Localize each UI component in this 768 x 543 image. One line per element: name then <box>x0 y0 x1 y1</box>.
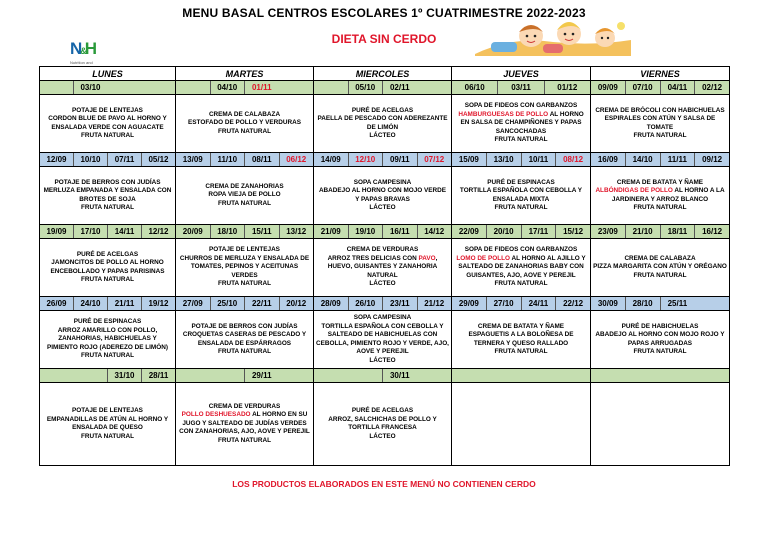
day-dates-cell <box>40 81 176 95</box>
meal-cell <box>40 167 176 225</box>
dish-text: TORTILLA ESPAÑOLA CON CEBOLLA Y ENSALADA MIXTA <box>459 187 583 203</box>
day-dates-cell <box>314 153 452 167</box>
dish-text: ROPA VIEJA DE POLLO <box>208 191 281 199</box>
date-label: 14/09 <box>320 155 341 164</box>
dish-text: LÁCTEO <box>369 356 396 364</box>
dish-line <box>178 128 311 137</box>
dish-line <box>316 204 449 213</box>
dish-text: LÁCTEO <box>369 280 396 288</box>
dish-line <box>178 183 311 192</box>
dish-line <box>454 331 588 348</box>
date-label: 17/11 <box>521 225 556 238</box>
dish-text: AL HORNO AL AJILLO Y SALTEADO DE ZANAHORIAS BABY CON GUISANTES, AJO, AOVE Y PEREJIL <box>458 254 586 279</box>
dish-line <box>454 187 588 204</box>
meal-cell <box>452 311 591 369</box>
dish-line <box>42 179 173 188</box>
dish-text: CREMA DE VERDURAS <box>208 402 281 410</box>
dish-highlight: HAMBURGUESAS DE POLLO <box>458 110 549 118</box>
date-label: 20/09 <box>182 227 203 236</box>
dish-text: TORTILLA ESPAÑOLA CON CEBOLLA Y SALTEADO DE HABICHUELAS CON CEBOLLA, PIMIENTO ROJO Y VERDE, AJO, AOVE Y PEREJIL <box>316 322 449 355</box>
dish-line <box>593 132 727 141</box>
dish-line <box>454 246 588 255</box>
dish-text: FRUTA NATURAL <box>633 271 687 279</box>
dish-line <box>178 111 311 120</box>
dish-text: SOPA CAMPESINA <box>353 314 412 321</box>
date-label: 14/12 <box>417 225 452 238</box>
dish-line <box>178 403 311 412</box>
date-label: 21/10 <box>625 225 660 238</box>
dish-line <box>316 323 449 357</box>
date-label: 10/10 <box>73 153 107 166</box>
date-label: 15/11 <box>244 225 279 238</box>
week-meals-row <box>40 95 730 153</box>
dish-line <box>178 331 311 348</box>
day-dates-cell <box>314 369 452 383</box>
date-label: 07/11 <box>107 153 141 166</box>
date-label: 28/11 <box>141 369 175 382</box>
date-label: 12/10 <box>348 153 383 166</box>
dish-line <box>178 255 311 281</box>
day-dates-cell <box>176 225 314 239</box>
date-label: 13/10 <box>486 153 521 166</box>
day-dates-cell <box>591 81 730 95</box>
dish-text: PURÉ DE HABICHUELAS <box>621 322 699 330</box>
date-label: 11/10 <box>210 153 245 166</box>
dish-text: LÁCTEO <box>369 132 396 139</box>
dish-text: PURÉ DE ACELGAS <box>351 106 414 114</box>
meal-cell <box>314 383 452 466</box>
date-label: 12/12 <box>141 225 175 238</box>
date-label: 17/10 <box>73 225 107 238</box>
date-label: 04/11 <box>660 81 695 94</box>
date-label: 31/10 <box>107 369 141 382</box>
dish-text: FRUTA NATURAL <box>80 432 135 440</box>
date-label: 16/12 <box>694 225 729 238</box>
diet-subtitle: DIETA SIN CERDO <box>331 32 437 46</box>
date-label: 09/09 <box>597 83 618 92</box>
date-label: 27/10 <box>486 297 521 310</box>
logo-letter-h: H <box>84 39 96 58</box>
meal-cell <box>591 311 730 369</box>
day-dates-cell <box>452 297 591 311</box>
date-label: 09/12 <box>694 153 729 166</box>
dish-text: AL HORNO EN SALSA DE CHAMPIÑONES Y PAPAS SANCOCHADAS <box>460 110 584 135</box>
dish-line <box>316 179 449 188</box>
meal-cell <box>314 95 452 153</box>
dish-text: CHURROS DE MERLUZA Y ENSALADA DE TOMATES, PEPINOS Y ACEITUNAS VERDES <box>179 254 310 279</box>
date-label: 29/09 <box>458 299 479 308</box>
weekday-header: MARTES <box>176 67 314 81</box>
dish-line <box>178 437 311 446</box>
nh-logo <box>70 40 100 64</box>
date-label: 06/12 <box>279 153 314 166</box>
meal-cell <box>452 239 591 297</box>
dish-highlight: PAVO <box>418 254 436 262</box>
meal-cell <box>176 383 314 466</box>
dish-line <box>178 200 311 209</box>
dish-text: ESTOFADO DE POLLO Y VERDURAS <box>188 119 301 127</box>
dish-text: POTAJE DE BERROS CON JUDÍAS <box>191 322 298 330</box>
dish-line <box>454 102 588 111</box>
date-label: 28/09 <box>320 299 341 308</box>
dish-text: ABADEJO AL HORNO CON MOJO VERDE Y PAPAS BRAVAS <box>318 187 447 203</box>
meal-cell <box>591 167 730 225</box>
date-label: 05/10 <box>348 81 383 94</box>
meal-cell <box>314 239 452 297</box>
dish-text: POTAJE DE LENTEJAS <box>72 106 143 114</box>
week-meals-row <box>40 383 730 466</box>
meal-cell <box>452 383 591 466</box>
day-dates-cell <box>452 81 591 95</box>
meal-cell <box>176 167 314 225</box>
dish-text: ESPIRALES CON ATÚN Y SALSA DE TOMATE <box>604 115 716 131</box>
dish-text: FRUTA NATURAL <box>80 276 135 283</box>
date-label: 14/11 <box>107 225 141 238</box>
dish-text: ARROZ TRES DELICIAS CON <box>327 254 419 262</box>
dish-line <box>42 318 173 327</box>
dish-line <box>42 433 173 442</box>
date-label: 13/09 <box>182 155 203 164</box>
dish-line <box>178 191 311 200</box>
date-label: 19/10 <box>348 225 383 238</box>
dish-text: CREMA DE BRÓCOLI CON HABICHUELAS <box>595 106 725 114</box>
dish-line <box>178 323 311 332</box>
dish-line <box>316 132 449 141</box>
dish-text: PURÉ DE ACELGAS <box>351 407 414 414</box>
dish-text: POTAJE DE LENTEJAS <box>72 407 143 414</box>
meal-cell <box>40 311 176 369</box>
dish-text: CREMA DE VERDURAS <box>346 246 419 254</box>
dish-text: POTAJE DE BERROS CON JUDÍAS <box>54 178 161 186</box>
weekday-header: LUNES <box>40 67 176 81</box>
dish-text: CREMA DE CALABAZA <box>624 254 696 262</box>
dish-line <box>454 204 588 213</box>
meal-cell <box>452 167 591 225</box>
date-label: 26/10 <box>348 297 383 310</box>
date-label: 21/11 <box>107 297 141 310</box>
dish-line <box>454 136 588 145</box>
dish-line <box>316 407 449 416</box>
day-dates-cell <box>591 153 730 167</box>
dish-line <box>178 348 311 357</box>
week-dates-row <box>40 225 730 239</box>
date-label: 18/10 <box>210 225 245 238</box>
dish-text: ABADEJO AL HORNO CON MOJO ROJO Y PAPAS ARRUGADAS <box>595 331 725 347</box>
date-label: 01/12 <box>544 81 590 94</box>
day-dates-cell <box>40 297 176 311</box>
dish-line <box>593 348 727 357</box>
date-label: 01/11 <box>244 81 279 94</box>
dish-line <box>316 416 449 433</box>
day-dates-cell <box>40 225 176 239</box>
dish-line <box>42 251 173 260</box>
dish-line <box>316 246 449 255</box>
dish-line <box>42 107 173 116</box>
dish-text: MERLUZA EMPANADA Y ENSALADA CON BROTES DE SOJA <box>43 187 172 203</box>
day-dates-cell <box>176 297 314 311</box>
dish-line <box>42 132 173 141</box>
date-label: 14/10 <box>625 153 660 166</box>
dish-text: FRUTA NATURAL <box>217 280 272 288</box>
dish-text: , HUEVO, GUISANTES Y ZANAHORIA NATURAL <box>327 254 438 279</box>
weekday-header: JUEVES <box>452 67 591 81</box>
dish-text: POTAJE DE LENTEJAS <box>209 246 280 254</box>
dish-line <box>593 263 727 272</box>
dish-line <box>42 204 173 213</box>
date-label: 23/09 <box>597 227 618 236</box>
day-dates-cell <box>40 369 176 383</box>
date-label: 16/11 <box>382 225 417 238</box>
dish-line <box>178 246 311 255</box>
date-label: 28/10 <box>625 297 660 310</box>
dish-line <box>593 255 727 264</box>
meal-cell <box>176 239 314 297</box>
dish-line <box>454 111 588 137</box>
dish-line <box>42 416 173 433</box>
menu-table <box>39 66 730 466</box>
dish-text: CORDON BLUE DE PAVO AL HORNO Y ENSALADA VERDE CON AGUACATE <box>48 115 167 131</box>
meal-cell <box>591 239 730 297</box>
date-label: 21/12 <box>417 297 452 310</box>
dish-text: CREMA DE CALABAZA <box>208 110 281 118</box>
date-label: 03/11 <box>497 81 543 94</box>
dish-highlight: POLLO DESHUESADO <box>181 411 251 419</box>
dish-line <box>593 331 727 348</box>
date-label: 25/10 <box>210 297 245 310</box>
dish-line <box>178 411 311 437</box>
dish-highlight: ALBÓNDIGAS DE POLLO <box>595 187 673 194</box>
dish-line <box>42 327 173 353</box>
dish-text: SOPA CAMPESINA <box>353 178 412 186</box>
dish-text: FRUTA NATURAL <box>633 132 687 139</box>
day-dates-cell <box>452 225 591 239</box>
meal-cell <box>40 95 176 153</box>
dish-line <box>454 179 588 188</box>
date-label: 30/11 <box>382 369 417 382</box>
date-label: 10/11 <box>521 153 556 166</box>
dish-text: PURÉ DE ESPINACAS <box>73 318 142 326</box>
dish-text: LÁCTEO <box>369 432 396 440</box>
page-title: MENU BASAL CENTROS ESCOLARES 1º CUATRIMESTRE 2022-2023 <box>182 6 586 20</box>
dish-line <box>593 323 727 332</box>
dish-text: FRUTA NATURAL <box>494 204 548 211</box>
meal-cell <box>176 311 314 369</box>
logo-letter-n: N <box>70 39 81 58</box>
date-label: 25/11 <box>660 297 695 310</box>
dish-line <box>454 280 588 289</box>
dish-text: CREMA DE BATATA Y ÑAME <box>616 178 704 186</box>
dish-line <box>42 259 173 276</box>
dish-line <box>593 115 727 132</box>
dish-line <box>42 115 173 132</box>
dish-line <box>454 348 588 357</box>
dish-line <box>178 280 311 289</box>
date-label: 30/09 <box>597 299 618 308</box>
dish-text: FRUTA NATURAL <box>494 280 548 288</box>
dish-text: PAELLA DE PESCADO CON ADEREZANTE DE LIMÓN <box>317 115 448 131</box>
dish-text: FRUTA NATURAL <box>80 132 135 139</box>
date-label: 16/09 <box>597 155 618 164</box>
date-label: 27/09 <box>182 299 203 308</box>
dish-line <box>316 314 449 323</box>
date-label: 29/11 <box>244 369 279 382</box>
footer-note: LOS PRODUCTOS ELABORADOS EN ESTE MENÚ NO CONTIENEN CERDO <box>232 479 536 489</box>
day-dates-cell <box>452 369 591 383</box>
week-dates-row <box>40 153 730 167</box>
dish-text: FRUTA NATURAL <box>633 204 687 211</box>
date-label: 02/11 <box>382 81 417 94</box>
weekday-header-row <box>40 67 730 81</box>
logo-ampersand: & <box>80 46 85 56</box>
date-label: 19/09 <box>46 227 67 236</box>
date-label: 08/12 <box>555 153 590 166</box>
dish-line <box>593 107 727 116</box>
weekday-header: MIERCOLES <box>314 67 452 81</box>
dish-text: PURÉ DE ESPINACAS <box>487 178 555 186</box>
date-label: 21/09 <box>320 227 341 236</box>
dish-text: ARROZ, SALCHICHAS DE POLLO Y TORTILLA FRANCESA <box>328 415 437 431</box>
dish-text: CREMA DE BATATA Y ÑAME <box>477 322 565 330</box>
dish-line <box>593 179 727 188</box>
meal-cell <box>314 311 452 369</box>
children-illustration <box>473 16 633 58</box>
dish-text: EMPANADILLAS DE ATÚN AL HORNO Y ENSALADA DE QUESO <box>46 415 169 431</box>
date-label: 20/10 <box>486 225 521 238</box>
date-label: 22/09 <box>458 227 479 236</box>
date-label: 11/11 <box>660 153 695 166</box>
meal-cell <box>176 95 314 153</box>
date-label: 02/12 <box>694 81 729 94</box>
date-label: 24/10 <box>73 297 107 310</box>
dish-text: FRUTA NATURAL <box>633 348 687 355</box>
date-label: 26/09 <box>46 299 67 308</box>
date-label: 09/11 <box>382 153 417 166</box>
dish-text: AL HORNO EN SU JUGO Y SALTEADO DE JUDÍAS VERDES CON ZANAHORIAS, AJO, AOVE Y PEREJIL <box>179 411 310 436</box>
day-dates-cell <box>176 153 314 167</box>
week-meals-row <box>40 167 730 225</box>
day-dates-cell <box>314 81 452 95</box>
meal-cell <box>591 95 730 153</box>
dish-text: FRUTA NATURAL <box>494 348 548 355</box>
dish-text: JAMONCITOS DE POLLO AL HORNO ENCEBOLLADO Y PAPAS PARISINAS <box>50 259 165 275</box>
date-label: 07/12 <box>417 153 452 166</box>
date-label: 07/10 <box>625 81 660 94</box>
dish-text: LÁCTEO <box>369 204 396 211</box>
dish-line <box>454 323 588 332</box>
dish-text: PIZZA MARGARITA CON ATÚN Y ORÉGANO <box>593 263 727 271</box>
date-label: 05/12 <box>141 153 175 166</box>
day-dates-cell <box>314 225 452 239</box>
dish-line <box>454 255 588 281</box>
meal-cell <box>314 167 452 225</box>
dish-line <box>42 352 173 361</box>
week-dates-row <box>40 369 730 383</box>
date-label: 04/10 <box>210 81 245 94</box>
date-label: 23/11 <box>382 297 417 310</box>
dish-highlight: LOMO DE POLLO <box>456 254 510 262</box>
date-label: 22/11 <box>244 297 279 310</box>
dish-text: PURÉ DE ACELGAS <box>76 250 139 258</box>
meal-cell <box>40 383 176 466</box>
date-label: 08/11 <box>244 153 279 166</box>
dish-text: FRUTA NATURAL <box>217 436 272 444</box>
date-label: 13/12 <box>279 225 314 238</box>
date-label: 22/12 <box>555 297 590 310</box>
dish-text: AL HORNO A LA JARDINERA Y ARROZ BLANCO <box>611 187 725 203</box>
date-label: 06/10 <box>464 83 485 92</box>
dish-text: CROQUETAS CASERAS DE PESCADO Y ENSALADA DE ESPÁRRAGOS <box>182 331 307 347</box>
day-dates-cell <box>591 369 730 383</box>
dish-line <box>178 119 311 128</box>
dish-line <box>593 187 727 204</box>
day-dates-cell <box>176 81 314 95</box>
day-dates-cell <box>40 153 176 167</box>
date-label: 12/09 <box>46 155 67 164</box>
dish-line <box>316 357 449 366</box>
day-dates-cell <box>176 369 314 383</box>
dish-text: FRUTA NATURAL <box>80 352 135 360</box>
dish-line <box>316 107 449 116</box>
week-dates-row <box>40 81 730 95</box>
dish-line <box>316 187 449 204</box>
dish-text: ARROZ AMARILLO CON POLLO, ZANAHORIAS, HABICHUELAS Y PIMIENTO ROJO (ADEREZO DE LIMÓN) <box>47 326 168 351</box>
date-label: 03/10 <box>73 81 107 94</box>
dish-text: FRUTA NATURAL <box>217 127 272 135</box>
meal-cell <box>452 95 591 153</box>
dish-line <box>316 115 449 132</box>
week-dates-row <box>40 297 730 311</box>
date-label: 15/12 <box>555 225 590 238</box>
dish-line <box>42 407 173 416</box>
dish-text: FRUTA NATURAL <box>80 204 135 211</box>
dish-line <box>42 187 173 204</box>
date-label: 24/11 <box>521 297 556 310</box>
date-label: 18/11 <box>660 225 695 238</box>
meal-cell <box>40 239 176 297</box>
dish-line <box>593 204 727 213</box>
day-dates-cell <box>314 297 452 311</box>
meal-cell <box>591 383 730 466</box>
dish-line <box>593 272 727 281</box>
dish-text: ESPAGUETIS A LA BOLOÑESA DE TERNERA Y QUESO RALLADO <box>468 331 574 347</box>
day-dates-cell <box>591 225 730 239</box>
weekday-header: VIERNES <box>591 67 730 81</box>
dish-line <box>42 276 173 285</box>
dish-line <box>316 280 449 289</box>
date-label: 20/12 <box>279 297 314 310</box>
dish-text: SOPA DE FIDEOS CON GARBANZOS <box>464 246 578 254</box>
day-dates-cell <box>452 153 591 167</box>
dish-text: FRUTA NATURAL <box>217 199 272 207</box>
dish-text: CREMA DE ZANAHORIAS <box>205 182 284 190</box>
date-label: 15/09 <box>458 155 479 164</box>
dish-line <box>316 433 449 442</box>
dish-text: FRUTA NATURAL <box>494 136 548 144</box>
day-dates-cell <box>591 297 730 311</box>
week-meals-row <box>40 239 730 297</box>
date-label: 19/12 <box>141 297 175 310</box>
dish-line <box>316 255 449 281</box>
dish-text: SOPA DE FIDEOS CON GARBANZOS <box>464 102 578 110</box>
dish-text: FRUTA NATURAL <box>217 348 272 355</box>
logo-tagline: Nutrition and <box>70 60 93 65</box>
week-meals-row <box>40 311 730 369</box>
